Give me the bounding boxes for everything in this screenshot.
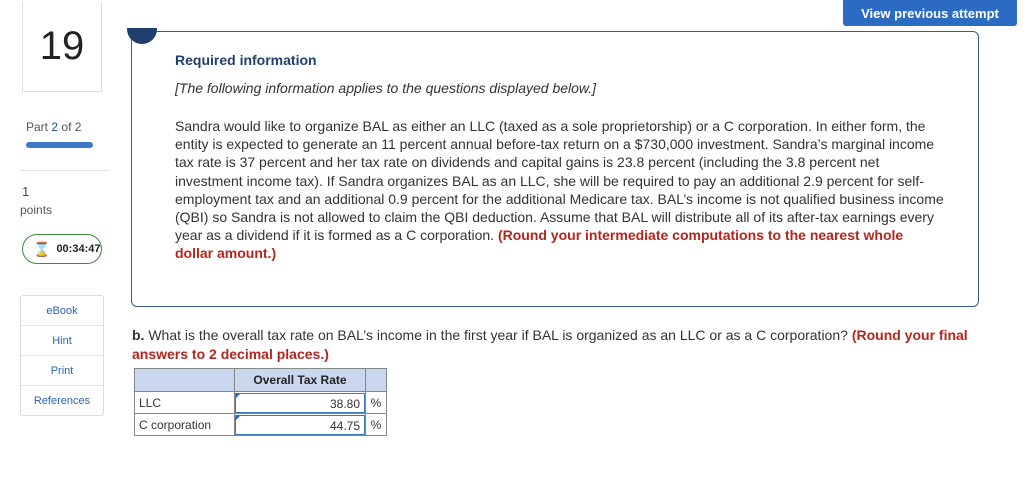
timer[interactable] <box>22 234 102 264</box>
hourglass-icon: ⌛ <box>33 240 51 257</box>
llc-rate-value[interactable]: 38.80 <box>235 393 365 413</box>
c-corporation-rate-value[interactable]: 44.75 <box>235 415 365 435</box>
table-row <box>135 392 387 414</box>
body-emphasis: (Round your intermediate computations to the nearest whole dollar amount.) <box>175 227 904 262</box>
answer-table <box>134 368 387 436</box>
ebook-link[interactable]: eBook <box>21 296 103 326</box>
part-progress-bar <box>26 142 93 148</box>
table-corner <box>135 369 235 392</box>
input-marker-icon <box>236 415 241 420</box>
print-link[interactable]: Print <box>21 356 103 386</box>
part-label: Part <box>26 120 49 134</box>
required-info-subtitle: [The following information applies to the questions displayed below.] <box>175 80 597 96</box>
question-label: b. <box>132 327 145 343</box>
points-label: points <box>20 203 53 217</box>
references-link[interactable]: References <box>33 394 91 407</box>
llc-unit: % <box>366 392 387 414</box>
question-emphasis: (Round your final answers to 2 decimal places.) <box>132 327 968 362</box>
tools-panel <box>20 295 104 416</box>
question-number: 19 <box>22 2 102 92</box>
view-previous-attempt-button[interactable]: View previous attempt <box>843 0 1017 26</box>
timer-value: 00:34:47 <box>56 243 101 255</box>
table-header: Overall Tax Rate <box>235 369 366 392</box>
part-of: of 2 <box>61 120 82 134</box>
hint-link[interactable]: Hint <box>21 326 103 356</box>
row-label-c-corporation: C corporation <box>135 414 235 436</box>
part-current: 2 <box>51 120 59 134</box>
part-indicator <box>26 120 81 134</box>
row-label-llc: LLC <box>135 392 235 414</box>
c-corporation-rate-input[interactable] <box>235 414 366 436</box>
question-b <box>132 326 1002 363</box>
required-info-title: Required information <box>175 52 317 68</box>
required-info-body <box>175 117 945 263</box>
llc-rate-input[interactable] <box>235 392 366 414</box>
c-corporation-unit: % <box>366 414 387 436</box>
sidebar-divider <box>20 170 110 171</box>
points-value: 1 <box>22 184 30 199</box>
question-text: What is the overall tax rate on BAL’s income in the first year if BAL is organized as an LLC or as a C corporation? <box>148 327 848 343</box>
body-text: Sandra would like to organize BAL as either an LLC (taxed as a sole proprietorship) or a C corporation. In either form, the entity is expected to generate an 11 percent annual before-tax return on a $730,000 investment. Sandra’s marginal income tax rate is 37 percent and her tax rate on dividends and capital gains is 23.8 percent (including the 3.8 percent net investment income tax). If Sandra organizes BAL as an LLC, she will be required to pay an additional 2.9 percent for self-employment tax and an additional 0.9 percent for the additional Medicare tax. BAL’s income is not qualified business income (QBI) so Sandra is not allowed to claim the QBI deduction. Assume that BAL will distribute all of its after-tax earnings every year as a dividend if it is formed as a C corporation. <box>175 118 944 244</box>
table-row <box>135 414 387 436</box>
input-marker-icon <box>236 393 241 398</box>
table-header-unit <box>366 369 387 392</box>
